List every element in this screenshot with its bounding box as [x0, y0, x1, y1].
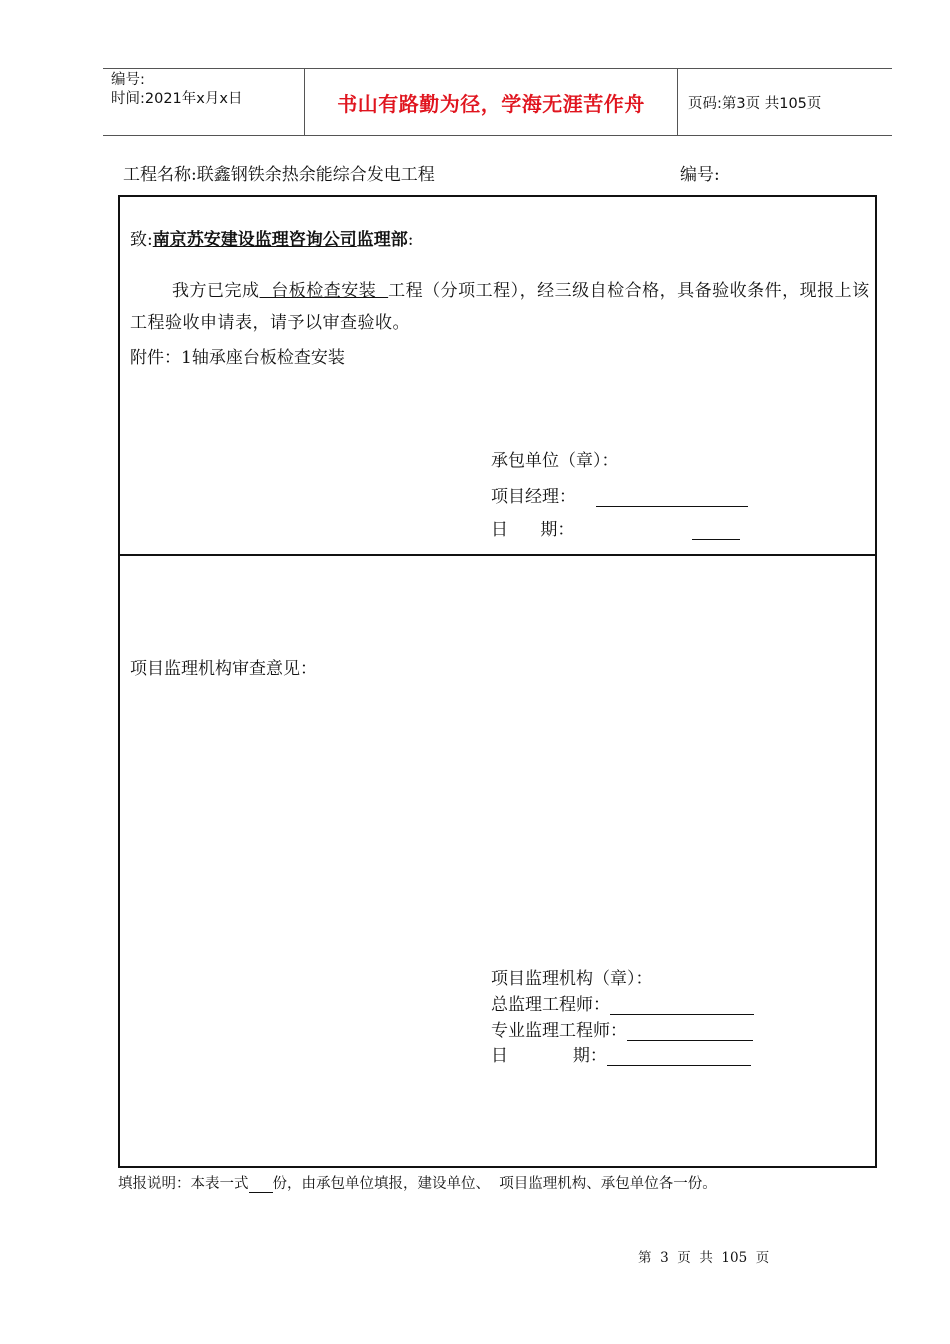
- specialist-line: [491, 1016, 753, 1041]
- addressee-dept: 监理部: [356, 230, 408, 250]
- header-number-label: 编号:: [111, 72, 145, 88]
- work-name: 台板检查安装: [259, 281, 389, 301]
- project-name: 工程名称:联鑫钢铁余热余能综合发电工程: [123, 165, 435, 185]
- chief-line: [491, 990, 754, 1015]
- page-footer: 第 3 页 共 105 页: [638, 1250, 770, 1266]
- date-line-2: [491, 1041, 751, 1066]
- chief-label: 总监理工程师：: [491, 995, 610, 1015]
- specialist-signature-field[interactable]: [627, 1022, 753, 1041]
- header-page-cell: [678, 69, 892, 135]
- page-header: [103, 68, 892, 136]
- specialist-label: 专业监理工程师：: [491, 1021, 627, 1041]
- supervision-org-label: 项目监理机构（章）：: [491, 969, 653, 989]
- header-motto-cell: [304, 69, 678, 135]
- para-start: 我方已完成: [172, 281, 260, 301]
- manager-signature-field[interactable]: [596, 488, 748, 507]
- fill-instructions: [118, 1172, 717, 1193]
- review-opinion-label: 项目监理机构审查意见：: [130, 659, 317, 679]
- header-page-code: 页码:第3页 共105页: [688, 95, 822, 112]
- header-time-label: 时间:2021年x月x日: [111, 91, 243, 107]
- addressee-prefix: 致:: [130, 230, 153, 250]
- header-left-cell: [103, 69, 304, 135]
- addressee-line: [130, 225, 413, 250]
- attachment-line: 附件：1轴承座台板检查安装: [130, 348, 345, 368]
- addressee-suffix: :: [407, 230, 414, 250]
- manager-label: 项目经理：: [491, 487, 576, 507]
- note-rest: 份，由承包单位填报，建设单位、 项目监理机构、承包单位各一份。: [272, 1176, 717, 1192]
- date-label-1: 日 期：: [491, 520, 575, 540]
- date-field-2[interactable]: [607, 1047, 751, 1066]
- project-number: 编号:: [680, 165, 720, 185]
- copies-field[interactable]: [249, 1177, 273, 1193]
- review-section: [118, 554, 877, 1168]
- note-start: 填报说明：本表一式: [118, 1176, 249, 1192]
- header-motto: 书山有路勤为径，学海无涯苦作舟: [337, 91, 645, 116]
- chief-signature-field[interactable]: [610, 996, 754, 1015]
- para-rest: 工程（分项工程），经三级自检合格，具备验收条件，现报上该工程验收申请表，请予以审查验收。: [130, 281, 870, 333]
- application-paragraph: [130, 275, 872, 339]
- addressee-org: 南京苏安建设监理咨询公司: [152, 230, 357, 250]
- date-field-1[interactable]: [692, 521, 740, 540]
- date-label-2: 日 期：: [491, 1046, 607, 1066]
- date-line-1: [491, 515, 740, 540]
- contractor-label: 承包单位（章）：: [491, 451, 619, 471]
- manager-line: [491, 482, 748, 507]
- application-section: [118, 195, 877, 556]
